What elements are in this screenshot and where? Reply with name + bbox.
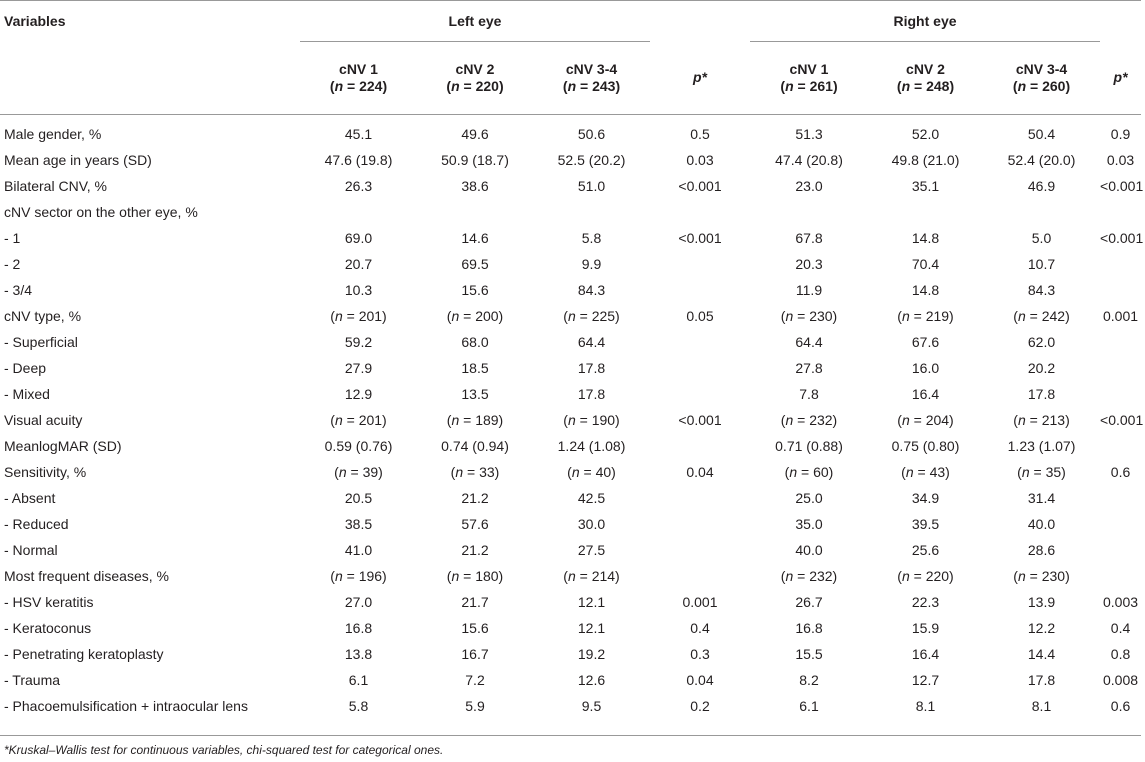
right-value: 7.8 — [799, 385, 819, 402]
row-label: - Phacoemulsification + intraocular lens — [4, 697, 248, 714]
row-label: - 2 — [4, 255, 21, 272]
row-label: - Mixed — [4, 385, 50, 402]
right-value: 15.5 — [795, 645, 823, 662]
table-row — [0, 115, 1141, 148]
table-row — [0, 563, 1141, 589]
left-p-value: 0.05 — [686, 307, 714, 324]
left-value: (n = 214) — [563, 567, 620, 584]
table-row — [0, 381, 1141, 407]
table-row — [0, 589, 1141, 615]
table-row — [0, 615, 1141, 641]
right-value: (n = 204) — [897, 411, 954, 428]
right-value: 14.8 — [911, 229, 940, 246]
right-value — [868, 199, 983, 225]
left-value: 5.8 — [348, 697, 369, 714]
right-value: 51.3 — [795, 125, 823, 142]
left-value: 30.0 — [577, 515, 606, 532]
right-value — [983, 199, 1100, 225]
left-value: (n = 190) — [563, 411, 620, 428]
right-p-value: 0.4 — [1110, 619, 1131, 636]
left-value: (n = 201) — [330, 411, 387, 428]
left-p-value: <0.001 — [678, 177, 722, 194]
right-value: 67.8 — [795, 229, 823, 246]
right-col-n: (n = 260) — [1012, 78, 1071, 94]
left-p-value: 0.04 — [686, 671, 714, 688]
row-label: Sensitivity, % — [4, 463, 87, 480]
right-p-value — [1100, 511, 1141, 537]
row-label: - Reduced — [4, 515, 69, 532]
row-label: Mean age in years (SD) — [4, 151, 152, 168]
right-value: 8.2 — [799, 671, 819, 688]
left-value: (n = 225) — [563, 307, 620, 324]
right-p-value — [1100, 537, 1141, 563]
left-value: (n = 189) — [446, 411, 504, 428]
right-value: 28.6 — [1027, 541, 1056, 558]
left-p-value — [650, 277, 750, 303]
row-label: - Deep — [4, 359, 47, 376]
left-value: 27.0 — [344, 593, 373, 610]
left-value: 15.6 — [461, 619, 489, 636]
right-value: 11.9 — [795, 281, 823, 298]
left-value: 57.6 — [461, 515, 489, 532]
right-value: 31.4 — [1027, 489, 1056, 506]
table-row — [0, 147, 1141, 173]
left-value: 1.24 (1.08) — [557, 437, 626, 454]
left-value: 13.8 — [344, 645, 373, 662]
right-p-header: p* — [1113, 69, 1128, 86]
table-row — [0, 485, 1141, 511]
right-value: (n = 220) — [897, 567, 954, 584]
right-value: (n = 35) — [1017, 463, 1066, 480]
table-row — [0, 459, 1141, 485]
row-label: - Normal — [4, 541, 58, 558]
right-col-n: (n = 248) — [896, 78, 955, 94]
right-p-value: 0.9 — [1110, 125, 1131, 142]
variables-header: Variables — [0, 1, 300, 42]
right-value: 50.4 — [1027, 125, 1056, 142]
left-eye-header: Left eye — [300, 1, 650, 42]
left-p-value — [650, 355, 750, 381]
right-value: 8.1 — [1031, 697, 1052, 714]
right-col-header: cNV 3-4 (n = 260) — [1012, 61, 1071, 94]
left-p-value — [650, 537, 750, 563]
right-value: 25.0 — [795, 489, 823, 506]
left-value: 0.74 (0.94) — [441, 437, 509, 454]
left-value: 15.6 — [461, 281, 489, 298]
right-value: 84.3 — [1027, 281, 1056, 298]
left-value: (n = 39) — [334, 463, 383, 480]
right-value — [750, 199, 868, 225]
left-value: 69.0 — [344, 229, 373, 246]
right-value: (n = 60) — [784, 463, 834, 480]
right-p-value: <0.001 — [1100, 229, 1144, 246]
right-value: 16.8 — [795, 619, 823, 636]
right-value: 40.0 — [1027, 515, 1056, 532]
left-value: (n = 33) — [450, 463, 500, 480]
right-value: 12.2 — [1027, 619, 1056, 636]
right-eye-header: Right eye — [750, 1, 1100, 42]
right-value: 16.4 — [911, 645, 940, 662]
left-value: 10.3 — [344, 281, 373, 298]
left-value: 5.8 — [581, 229, 602, 246]
left-value: 19.2 — [577, 645, 606, 662]
left-value: 21.7 — [461, 593, 489, 610]
right-col-n: (n = 261) — [780, 78, 838, 94]
left-value: 16.8 — [344, 619, 373, 636]
right-p-value: 0.8 — [1110, 645, 1131, 662]
left-value: 12.1 — [577, 593, 606, 610]
left-value: 18.5 — [461, 359, 489, 376]
right-value: 64.4 — [795, 333, 823, 350]
right-p-value — [1100, 563, 1141, 589]
row-label: Bilateral CNV, % — [4, 177, 107, 194]
row-label: - 1 — [4, 229, 21, 246]
left-value: (n = 200) — [446, 307, 504, 324]
right-value: 49.8 (21.0) — [891, 151, 960, 168]
left-value: (n = 40) — [567, 463, 616, 480]
right-value: 15.9 — [911, 619, 940, 636]
right-value: 46.9 — [1027, 177, 1056, 194]
left-value: 69.5 — [461, 255, 489, 272]
left-value: 16.7 — [461, 645, 489, 662]
right-value: 39.5 — [911, 515, 940, 532]
row-label: - HSV keratitis — [4, 593, 94, 610]
left-p-value: 0.001 — [682, 593, 718, 610]
left-value: (n = 201) — [330, 307, 387, 324]
right-value: 25.6 — [911, 541, 940, 558]
right-p-value: 0.008 — [1102, 671, 1139, 688]
table-row — [0, 537, 1141, 563]
left-value: (n = 180) — [446, 567, 504, 584]
right-value: 12.7 — [911, 671, 940, 688]
table-row — [0, 407, 1141, 433]
row-label: cNV sector on the other eye, % — [4, 203, 198, 220]
left-col-n: (n = 220) — [446, 78, 504, 94]
table-row — [0, 225, 1141, 251]
table-bottom-rule — [0, 735, 1141, 736]
right-value: 26.7 — [795, 593, 823, 610]
right-p-value: 0.003 — [1102, 593, 1139, 610]
right-value: 67.6 — [911, 333, 940, 350]
right-col-header: cNV 1 (n = 261) — [780, 61, 838, 94]
left-value: 64.4 — [577, 333, 606, 350]
left-value: 47.6 (19.8) — [324, 151, 393, 168]
left-value: 9.5 — [581, 697, 602, 714]
table-footnote: *Kruskal–Wallis test for continuous variables, chi-squared test for categorical ones. — [4, 743, 444, 757]
right-value: 5.0 — [1031, 229, 1052, 246]
row-label: - Penetrating keratoplasty — [4, 645, 164, 662]
left-p-value: 0.2 — [690, 697, 710, 714]
right-value: 35.1 — [911, 177, 940, 194]
left-value: 50.9 (18.7) — [441, 151, 509, 168]
left-value: 17.8 — [577, 359, 606, 376]
row-label: MeanlogMAR (SD) — [4, 437, 122, 454]
right-value: 6.1 — [799, 697, 819, 714]
left-value: 5.9 — [465, 697, 485, 714]
right-value: 0.71 (0.88) — [775, 437, 843, 454]
left-value: 12.1 — [577, 619, 606, 636]
right-value: (n = 232) — [780, 567, 838, 584]
left-p-value — [650, 329, 750, 355]
right-value: 0.75 (0.80) — [891, 437, 960, 454]
left-p-value: 0.03 — [686, 151, 714, 168]
left-col-header: cNV 2 (n = 220) — [446, 61, 504, 94]
table-body — [0, 115, 1144, 720]
right-value: 16.0 — [911, 359, 940, 376]
right-p-value — [1100, 433, 1141, 459]
right-value: 52.4 (20.0) — [1007, 151, 1076, 168]
left-value: 38.5 — [344, 515, 373, 532]
right-value: (n = 230) — [1013, 567, 1070, 584]
left-value: 20.5 — [344, 489, 373, 506]
left-p-value: 0.4 — [690, 619, 710, 636]
left-value: 20.7 — [344, 255, 373, 272]
left-value: 14.6 — [461, 229, 489, 246]
row-label: - 3/4 — [4, 281, 33, 298]
right-value: (n = 232) — [780, 411, 838, 428]
left-p-value — [650, 251, 750, 277]
left-value: 12.9 — [344, 385, 373, 402]
right-value: 35.0 — [795, 515, 823, 532]
left-value — [533, 199, 650, 225]
right-value: 22.3 — [911, 593, 940, 610]
left-value: 45.1 — [344, 125, 373, 142]
right-p-value — [1100, 199, 1141, 225]
table-row — [0, 251, 1141, 277]
left-p-value: <0.001 — [678, 411, 722, 428]
row-label: - Trauma — [4, 671, 61, 688]
right-value: 20.2 — [1027, 359, 1056, 376]
left-p-value — [650, 433, 750, 459]
table-row — [0, 511, 1141, 537]
right-value: 20.3 — [795, 255, 823, 272]
right-value: 52.0 — [911, 125, 940, 142]
row-label: Visual acuity — [4, 411, 83, 428]
table-row — [0, 277, 1141, 303]
table-row — [0, 641, 1141, 667]
row-label: - Superficial — [4, 333, 78, 350]
right-value: 70.4 — [911, 255, 940, 272]
right-col-header: cNV 2 (n = 248) — [896, 61, 955, 94]
right-value: 8.1 — [915, 697, 936, 714]
table-row — [0, 355, 1141, 381]
left-value: 52.5 (20.2) — [557, 151, 626, 168]
right-p-value — [1100, 277, 1141, 303]
table-row — [0, 199, 1141, 225]
right-value: 34.9 — [911, 489, 940, 506]
right-value: 13.9 — [1027, 593, 1056, 610]
left-p-value — [650, 485, 750, 511]
table-row — [0, 173, 1141, 199]
left-value — [300, 199, 417, 225]
left-p-value — [650, 563, 750, 589]
left-value: 51.0 — [577, 177, 606, 194]
right-value: 14.8 — [911, 281, 940, 298]
right-p-value: 0.6 — [1110, 463, 1131, 480]
table-row — [0, 667, 1141, 693]
right-p-value — [1100, 381, 1141, 407]
right-p-value — [1100, 355, 1141, 381]
left-value: 21.2 — [461, 489, 489, 506]
right-value: 17.8 — [1027, 385, 1056, 402]
left-p-value — [650, 511, 750, 537]
row-label: Most frequent diseases, % — [4, 567, 169, 584]
table-row — [0, 693, 1141, 719]
left-value: 38.6 — [461, 177, 489, 194]
left-p-value — [650, 199, 750, 225]
left-col-header: cNV 3-4 (n = 243) — [562, 61, 621, 94]
right-value: (n = 43) — [901, 463, 950, 480]
left-value: 12.6 — [577, 671, 606, 688]
row-label: - Keratoconus — [4, 619, 92, 636]
left-col-n: (n = 243) — [562, 78, 621, 94]
right-p-value: 0.001 — [1102, 307, 1139, 324]
right-p-value: <0.001 — [1100, 411, 1144, 428]
right-value: 10.7 — [1027, 255, 1056, 272]
left-col-header: cNV 1 (n = 224) — [329, 61, 388, 94]
right-value: 23.0 — [795, 177, 823, 194]
left-value: 26.3 — [344, 177, 373, 194]
left-value: 84.3 — [577, 281, 606, 298]
left-value: 27.5 — [577, 541, 606, 558]
row-label: - Absent — [4, 489, 56, 506]
right-p-value: 0.6 — [1110, 697, 1131, 714]
left-value: (n = 196) — [330, 567, 387, 584]
right-value: 16.4 — [911, 385, 940, 402]
table-row — [0, 329, 1141, 355]
left-value: 13.5 — [461, 385, 489, 402]
left-value: 59.2 — [344, 333, 373, 350]
left-value: 68.0 — [461, 333, 489, 350]
right-value: (n = 219) — [897, 307, 954, 324]
left-p-value — [650, 381, 750, 407]
left-value — [417, 199, 533, 225]
table-row — [0, 433, 1141, 459]
left-value: 21.2 — [461, 541, 489, 558]
left-value: 49.6 — [461, 125, 489, 142]
left-value: 41.0 — [344, 541, 373, 558]
row-label: Male gender, % — [4, 125, 102, 142]
table-header — [0, 1, 1141, 115]
left-p-value: 0.04 — [686, 463, 714, 480]
right-value: (n = 230) — [780, 307, 838, 324]
left-p-value: <0.001 — [678, 229, 722, 246]
right-p-value: 0.03 — [1106, 151, 1135, 168]
left-p-header: p* — [693, 69, 707, 86]
right-p-value — [1100, 329, 1141, 355]
left-value: 0.59 (0.76) — [324, 437, 393, 454]
right-value: (n = 242) — [1013, 307, 1070, 324]
right-value: 1.23 (1.07) — [1007, 437, 1076, 454]
left-value: 27.9 — [344, 359, 373, 376]
right-p-value — [1100, 251, 1141, 277]
right-value: 14.4 — [1027, 645, 1056, 662]
left-col-n: (n = 224) — [329, 78, 388, 94]
right-value: 62.0 — [1027, 333, 1056, 350]
right-value: 17.8 — [1027, 671, 1056, 688]
right-p-value: <0.001 — [1100, 177, 1144, 194]
left-value: 42.5 — [577, 489, 606, 506]
left-value: 6.1 — [348, 671, 369, 688]
table-row — [0, 303, 1141, 329]
left-p-value: 0.5 — [690, 125, 710, 142]
right-p-value — [1100, 485, 1141, 511]
left-value: 7.2 — [465, 671, 485, 688]
left-value: 50.6 — [577, 125, 606, 142]
left-value: 17.8 — [577, 385, 606, 402]
right-value: 27.8 — [795, 359, 823, 376]
right-value: (n = 213) — [1013, 411, 1070, 428]
left-value: 9.9 — [581, 255, 602, 272]
left-p-value: 0.3 — [690, 645, 710, 662]
row-label: cNV type, % — [4, 307, 82, 324]
right-value: 40.0 — [795, 541, 823, 558]
right-value: 47.4 (20.8) — [775, 151, 843, 168]
